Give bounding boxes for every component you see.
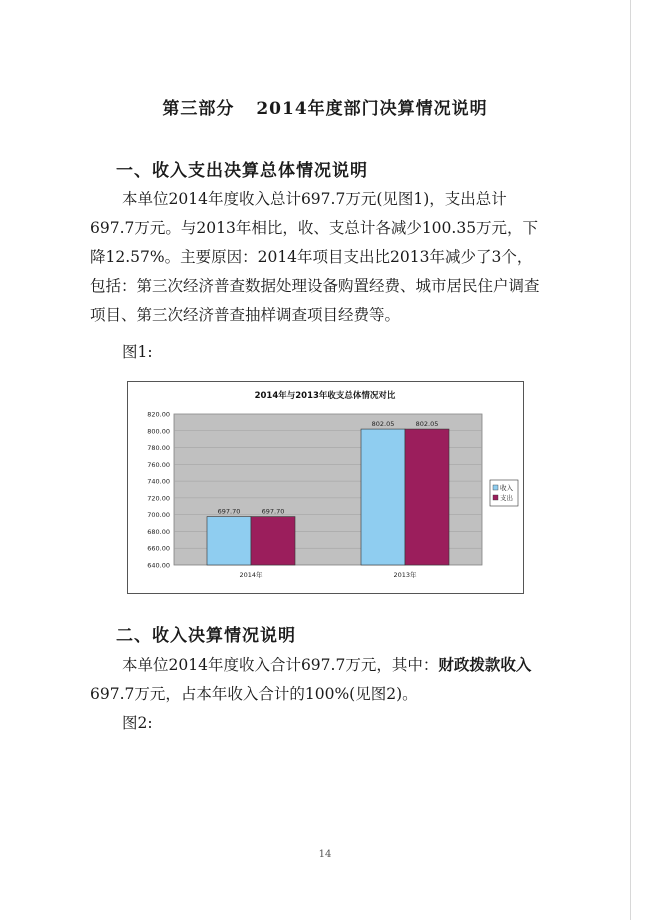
page-number: 14 [318,849,332,860]
y-tick-label: 820.00 [147,410,170,419]
section2-paragraph [90,650,542,709]
title-part: 第三部分 [162,99,235,119]
y-tick-label: 780.00 [147,444,170,453]
y-tick-label: 680.00 [147,527,170,536]
legend-swatch [493,485,498,490]
chart-svg [128,382,523,593]
y-tick-label: 740.00 [147,477,170,486]
section2-paragraph-bold: 财政拨款收入 [438,655,532,674]
section2-paragraph-text-a: 本单位2014年度收入合计697.7万元，其中： [122,656,439,674]
figure1-label: 图1: [122,343,153,361]
page-title [0,94,650,119]
page-edge-rule [630,0,631,920]
bar [405,429,449,565]
x-tick-label: 2013年 [393,571,417,579]
x-tick-label: 2014年 [239,571,263,579]
figure2-label: 图2: [122,714,153,732]
y-tick-label: 760.00 [147,460,170,469]
y-tick-label: 720.00 [147,494,170,503]
y-tick-label: 640.00 [147,561,170,570]
chart-title: 2014年与2013年收支总体情况对比 [254,391,396,401]
data-label: 697.70 [217,507,241,516]
chart-figure1 [127,381,524,594]
title-text: 2014年度部门决算情况说明 [256,99,488,119]
section1-paragraph [90,185,542,330]
y-tick-label: 660.00 [147,544,170,553]
bar [251,517,295,565]
legend-swatch [493,495,498,500]
data-label: 802.05 [415,420,439,429]
legend-label: 支出 [500,494,513,502]
bar [361,429,405,565]
section1-paragraph-text: 本单位2014年度收入总计697.7万元(见图1)，支出总计697.7万元。与2013年相比，收、支总计各减少100.35万元，下降12.57%。主要原因：2014年项目支出比2013年减少了3个，包括：第三次经济普查数据处理设备购置经费、城市居民住户调查项目、第三次经济普查抽样调查项目经费等。 [90,190,540,324]
section2-paragraph-text-b: 697.7万元，占本年收入合计的100%(见图2)。 [90,685,418,703]
y-tick-label: 800.00 [147,427,170,436]
legend-label: 收入 [500,484,513,492]
bar [207,517,251,565]
section2-heading: 二、收入决算情况说明 [116,626,296,646]
data-label: 802.05 [371,420,395,429]
y-tick-label: 700.00 [147,511,170,520]
data-label: 697.70 [261,507,285,516]
section1-heading: 一、收入支出决算总体情况说明 [116,161,368,181]
